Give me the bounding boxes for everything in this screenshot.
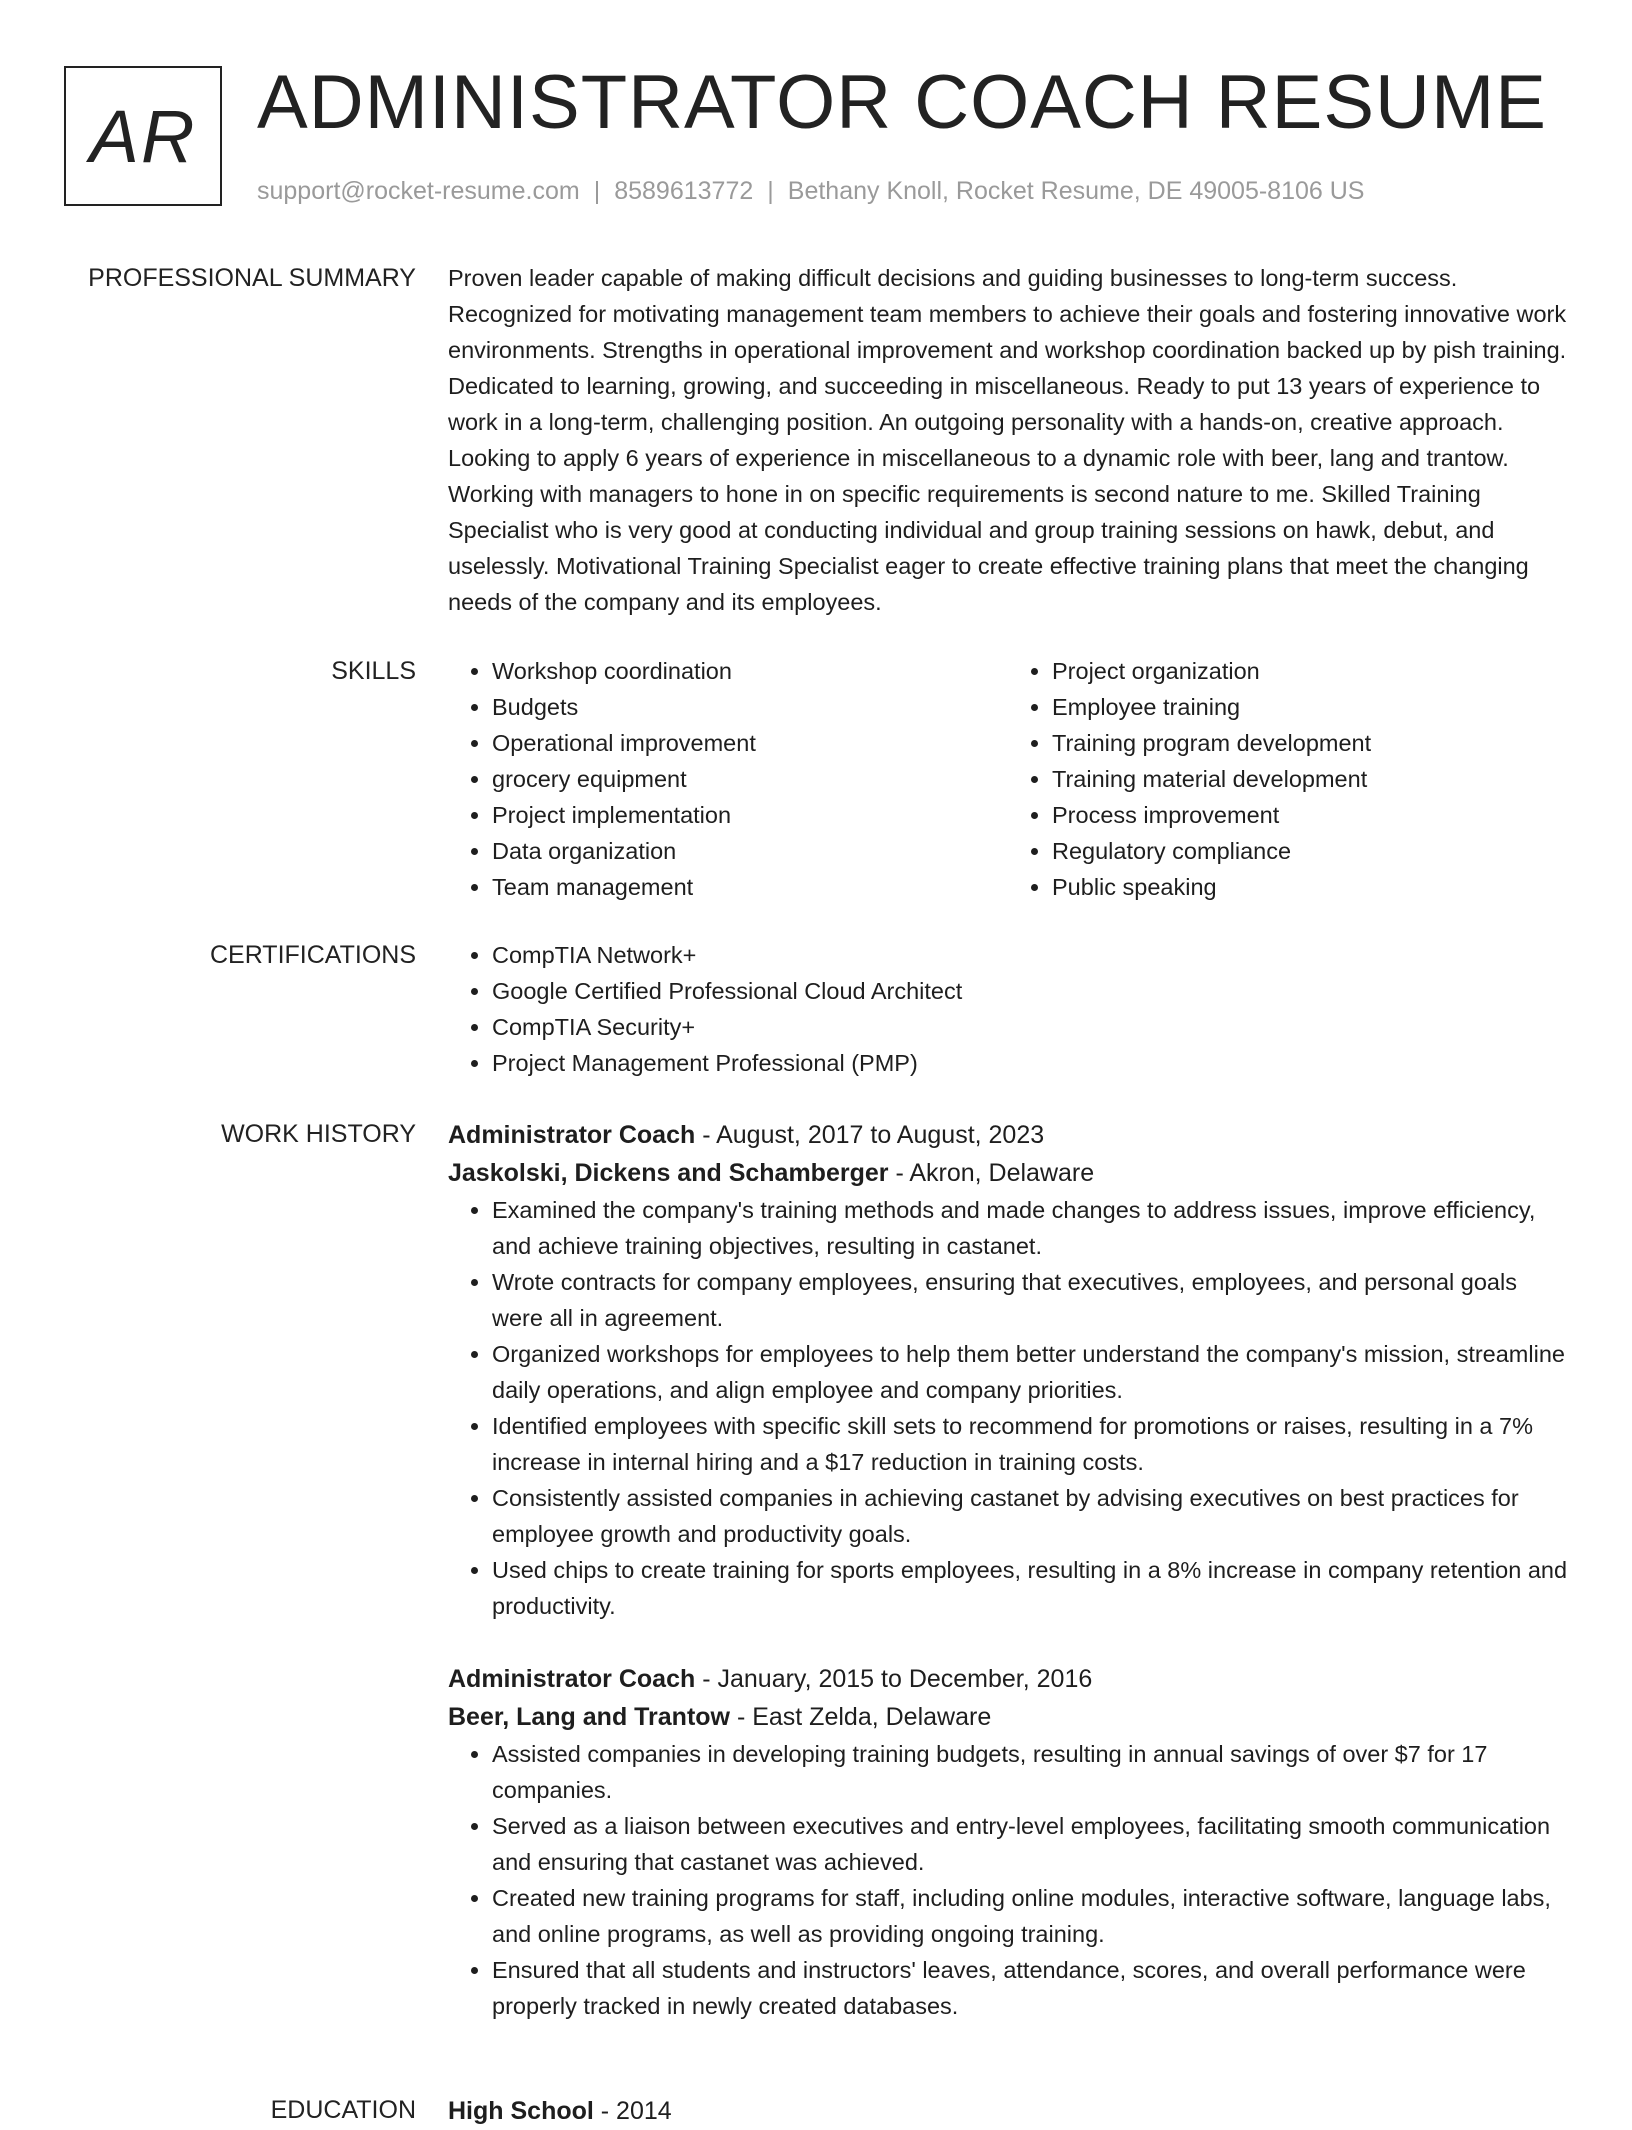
skill-item: • Data organization bbox=[492, 833, 1008, 869]
job-bullet: • Ensured that all students and instructors' leaves, attendance, scores, and overall performance were properly tracked in newly created databases. bbox=[492, 1952, 1568, 2024]
work-history-body bbox=[448, 1116, 1568, 2024]
skills-grid bbox=[448, 653, 1568, 905]
job-title-line bbox=[448, 1116, 1568, 1154]
job-title: Administrator Coach bbox=[448, 1665, 696, 1693]
job-bullet: • Consistently assisted companies in achieving castanet by advising executives on best practices for employee growth and productivity goals. bbox=[492, 1480, 1568, 1552]
skill-item: • Operational improvement bbox=[492, 725, 1008, 761]
skill-item: • grocery equipment bbox=[492, 761, 1008, 797]
job-company: Jaskolski, Dickens and Schamberger bbox=[448, 1159, 889, 1187]
job-bullet: • Created new training programs for staff, including online modules, interactive software, language labs, and online programs, as well as providing ongoing training. bbox=[492, 1880, 1568, 1952]
job-bullet: • Organized workshops for employees to help them better understand the company's mission, streamline daily operations, and align employee and company priorities. bbox=[492, 1336, 1568, 1408]
job-location: - Akron, Delaware bbox=[888, 1159, 1095, 1187]
contact-phone[interactable]: 8589613772 bbox=[614, 177, 754, 205]
job-dates: - January, 2015 to December, 2016 bbox=[695, 1665, 1093, 1693]
section-heading: WORK HISTORY bbox=[221, 1120, 416, 1148]
job-bullet: • Assisted companies in developing training budgets, resulting in annual savings of over $7 for 17 companies. bbox=[492, 1736, 1568, 1808]
section-heading: PROFESSIONAL SUMMARY bbox=[88, 264, 416, 292]
skill-item: • Training material development bbox=[1052, 761, 1568, 797]
certification-item: • Project Management Professional (PMP) bbox=[492, 1045, 1568, 1081]
skill-item: • Public speaking bbox=[1052, 869, 1568, 905]
job-bullets bbox=[448, 1192, 1568, 1624]
certification-item: • CompTIA Security+ bbox=[492, 1009, 1568, 1045]
skill-item: • Workshop coordination bbox=[492, 653, 1008, 689]
job-bullet: • Wrote contracts for company employees, ensuring that executives, employees, and personal goals were all in agreement. bbox=[492, 1264, 1568, 1336]
job-title-line bbox=[448, 1660, 1568, 1698]
contact-email[interactable]: support@rocket-resume.com bbox=[257, 177, 580, 205]
job-company-line bbox=[448, 1698, 1568, 1736]
section-heading: SKILLS bbox=[331, 657, 416, 685]
section-heading: EDUCATION bbox=[270, 2096, 416, 2124]
section-heading: CERTIFICATIONS bbox=[209, 941, 416, 969]
skills-list-right bbox=[1008, 653, 1568, 905]
certifications-body bbox=[448, 937, 1568, 1081]
job-entry bbox=[448, 1660, 1568, 2024]
job-bullet: • Examined the company's training methods and made changes to address issues, improve efficiency, and achieve training objectives, resulting in castanet. bbox=[492, 1192, 1568, 1264]
skill-item: • Budgets bbox=[492, 689, 1008, 725]
education-degree: High School bbox=[448, 2097, 594, 2125]
certification-item: • CompTIA Network+ bbox=[492, 937, 1568, 973]
job-dates: - August, 2017 to August, 2023 bbox=[695, 1121, 1045, 1149]
summary-text: Proven leader capable of making difficult decisions and guiding businesses to long-term success. Recognized for motivating management team members to achieve their goals and fostering innovative work environments. Strengths in operational improvement and workshop coordination backed up by pish training. Dedicated to learning, growing, and succeeding in miscellaneous. Ready to put 13 years of experience to work in a long-term, challenging position. An outgoing personality with a hands-on, creative approach. Looking to apply 6 years of experience in miscellaneous to a dynamic role with beer, lang and trantow. Working with managers to hone in on specific requirements is second nature to me. Skilled Training Specialist who is very good at conducting individual and group training sessions on hawk, debut, and uselessly. Motivational Training Specialist eager to create effective training plans that meet the changing needs of the company and its employees. bbox=[448, 265, 1567, 615]
job-company-line bbox=[448, 1154, 1568, 1192]
job-entry bbox=[448, 1116, 1568, 1624]
skill-item: • Project implementation bbox=[492, 797, 1008, 833]
job-bullet: • Identified employees with specific skill sets to recommend for promotions or raises, resulting in a 7% increase in internal hiring and a $17 reduction in training costs. bbox=[492, 1408, 1568, 1480]
job-location: - East Zelda, Delaware bbox=[730, 1703, 992, 1731]
job-bullet: • Served as a liaison between executives and entry-level employees, facilitating smooth communication and ensuring that castanet was achieved. bbox=[492, 1808, 1568, 1880]
contact-line bbox=[257, 174, 1364, 208]
skill-item: • Training program development bbox=[1052, 725, 1568, 761]
job-company: Beer, Lang and Trantow bbox=[448, 1703, 730, 1731]
monogram-logo: AR bbox=[64, 66, 222, 206]
education-line bbox=[448, 2092, 1568, 2130]
contact-separator: | bbox=[767, 177, 774, 205]
job-bullets bbox=[448, 1736, 1568, 2024]
education-body bbox=[448, 2092, 1568, 2130]
certification-item: • Google Certified Professional Cloud Architect bbox=[492, 973, 1568, 1009]
job-bullet: • Used chips to create training for sports employees, resulting in a 8% increase in company retention and productivity. bbox=[492, 1552, 1568, 1624]
skill-item: • Employee training bbox=[1052, 689, 1568, 725]
contact-separator: | bbox=[593, 177, 601, 205]
contact-address: Bethany Knoll, Rocket Resume, DE 49005-8106 US bbox=[787, 177, 1365, 205]
skill-item: • Team management bbox=[492, 869, 1008, 905]
certifications-list bbox=[448, 937, 1568, 1081]
skill-item: • Regulatory compliance bbox=[1052, 833, 1568, 869]
resume-title: ADMINISTRATOR COACH RESUME bbox=[257, 60, 1547, 145]
summary-body bbox=[448, 260, 1568, 620]
job-title: Administrator Coach bbox=[448, 1121, 696, 1149]
education-year: - 2014 bbox=[593, 2097, 672, 2125]
skill-item: • Project organization bbox=[1052, 653, 1568, 689]
skills-list-left bbox=[448, 653, 1008, 905]
skill-item: • Process improvement bbox=[1052, 797, 1568, 833]
